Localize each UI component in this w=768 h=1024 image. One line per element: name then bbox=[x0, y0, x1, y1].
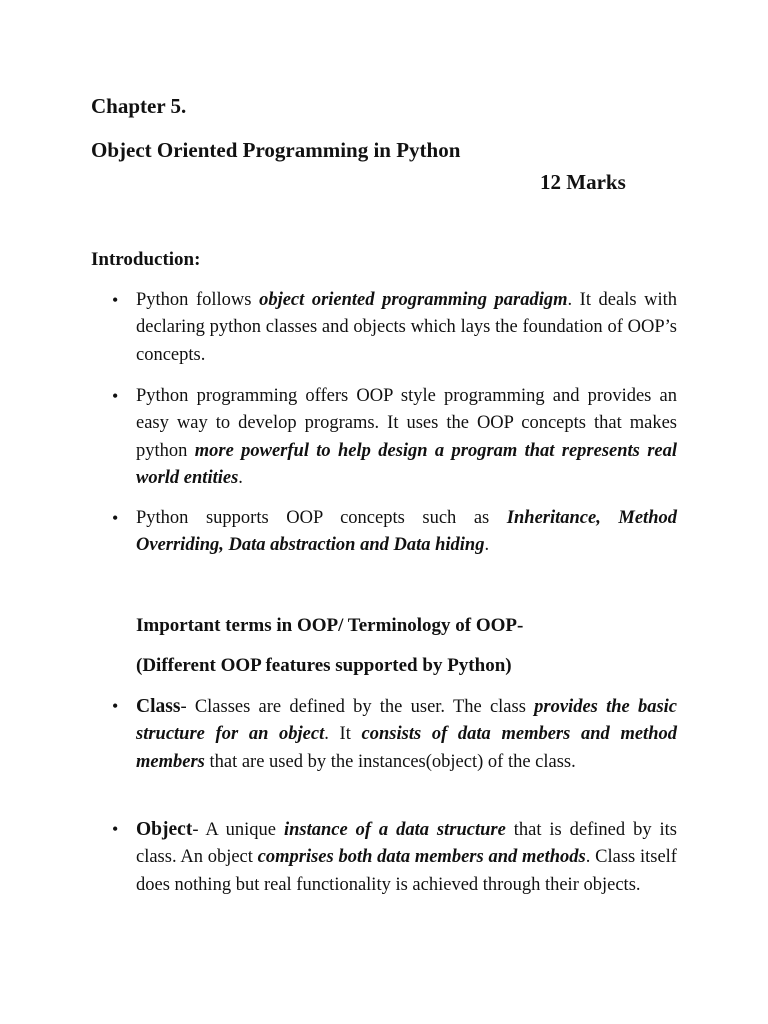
bullet-text: . It bbox=[324, 724, 362, 745]
bullet-text: that is defined by its class. An object bbox=[136, 820, 677, 868]
features-heading: (Different OOP features supported by Python) bbox=[136, 655, 512, 676]
bullet-marker: • bbox=[112, 819, 119, 839]
intro-bullet-3 bbox=[0, 505, 677, 560]
bullet-emphasis: Inheritance, Method Overriding, Data abstraction and Data hiding bbox=[136, 508, 677, 556]
bullet-emphasis: provides the basic structure for an object bbox=[136, 697, 677, 745]
bullet-marker: • bbox=[112, 696, 119, 716]
bullet-text: Python programming offers OOP style programming and provides an easy way to develop programs. It uses the OOP concepts that makes python bbox=[136, 386, 677, 461]
terms-heading: Important terms in OOP/ Terminology of OOP- bbox=[136, 615, 524, 636]
bullet-marker: • bbox=[112, 508, 119, 528]
term-bullet-object bbox=[0, 816, 677, 899]
bullet-text: - Classes are defined by the user. The class bbox=[180, 697, 535, 717]
bullet-marker: • bbox=[112, 290, 119, 310]
bullet-text: - A unique bbox=[192, 820, 284, 840]
bullet-text: . It deals with declaring python classes and objects which lays the foundation of OOP’s concepts. bbox=[136, 290, 677, 365]
intro-bullet-1 bbox=[0, 287, 677, 369]
bullet-text: Python follows bbox=[136, 290, 260, 310]
bullet-emphasis: comprises both data members and methods bbox=[257, 847, 586, 868]
bullet-text: Python supports OOP concepts such as bbox=[136, 508, 507, 528]
bullet-text: . bbox=[238, 468, 243, 489]
term-bullet-class bbox=[0, 693, 677, 776]
chapter-title: Object Oriented Programming in Python bbox=[91, 138, 461, 162]
bullet-emphasis: object oriented programming paradigm bbox=[259, 290, 568, 310]
bullet-emphasis: consists of data members and method members bbox=[136, 724, 677, 772]
marks-label: 12 Marks bbox=[540, 170, 626, 194]
bullet-text: . Class itself does nothing but real functionality is achieved through their objects. bbox=[136, 847, 677, 895]
term-name: Object bbox=[136, 819, 193, 840]
introduction-heading: Introduction: bbox=[91, 249, 201, 270]
term-name: Class bbox=[136, 696, 181, 717]
bullet-text: that are used by the instances(object) of the class. bbox=[204, 751, 576, 772]
bullet-marker: • bbox=[112, 386, 119, 406]
bullet-emphasis: more powerful to help design a program that represents real world entities bbox=[136, 440, 678, 489]
bullet-text: . bbox=[484, 535, 490, 556]
chapter-heading: Chapter 5. bbox=[91, 94, 187, 118]
bullet-emphasis: instance of a data structure bbox=[283, 820, 506, 840]
intro-bullet-2 bbox=[0, 383, 677, 493]
